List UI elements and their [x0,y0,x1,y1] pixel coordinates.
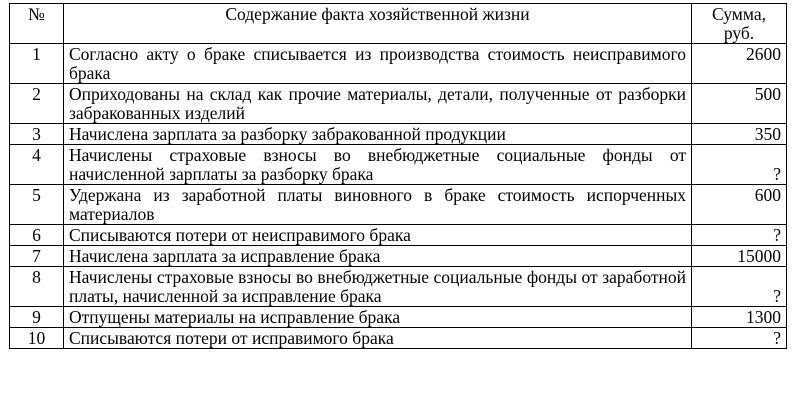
row-sum: 350 [692,124,787,145]
row-sum: 1300 [692,307,787,328]
row-number: 1 [10,44,64,84]
row-sum: 2600 [692,44,787,84]
row-number: 3 [10,124,64,145]
row-description: Начислена зарплата за разборку забракованной продукции [64,124,692,145]
table-row [10,225,787,246]
row-number: 6 [10,225,64,246]
table-row [10,145,787,185]
table-row [10,84,787,124]
row-description: Отпущены материалы на исправление брака [64,307,692,328]
row-description: Согласно акту о браке списывается из производства стоимость неисправимого брака [64,44,692,84]
row-description: Списываются потери от исправимого брака [64,328,692,349]
table-row [10,185,787,225]
table-row [10,44,787,84]
row-sum: ? [692,225,787,246]
row-number: 9 [10,307,64,328]
row-sum: 15000 [692,246,787,267]
row-description: Удержана из заработной платы виновного в браке стоимость испорченных материалов [64,185,692,225]
table-row [10,267,787,307]
row-number: 5 [10,185,64,225]
table-body [10,44,787,349]
row-description: Начислена зарплата за исправление брака [64,246,692,267]
table-row [10,307,787,328]
table-row [10,328,787,349]
row-number: 7 [10,246,64,267]
row-description: Начислены страховые взносы во внебюджетные социальные фонды от начисленной зарплаты за разборку брака [64,145,692,185]
header-description: Содержание факта хозяйственной жизни [64,4,692,44]
row-number: 10 [10,328,64,349]
table-header-row [10,4,787,44]
header-sum [692,4,787,44]
row-number: 2 [10,84,64,124]
row-sum: ? [692,267,787,307]
row-sum: 500 [692,84,787,124]
row-number: 4 [10,145,64,185]
row-number: 8 [10,267,64,307]
row-sum: ? [692,145,787,185]
header-sum-label: Сумма, руб. [712,4,766,43]
header-number: № [10,4,64,44]
row-description: Оприходованы на склад как прочие материалы, детали, полученные от разборки забракованных изделий [64,84,692,124]
table-row [10,246,787,267]
row-description: Начислены страховые взносы во внебюджетные социальные фонды от заработной платы, начисленной за исправление брака [64,267,692,307]
row-description: Списываются потери от неисправимого брака [64,225,692,246]
row-sum: ? [692,328,787,349]
facts-table [9,3,787,349]
table-row [10,124,787,145]
row-sum: 600 [692,185,787,225]
